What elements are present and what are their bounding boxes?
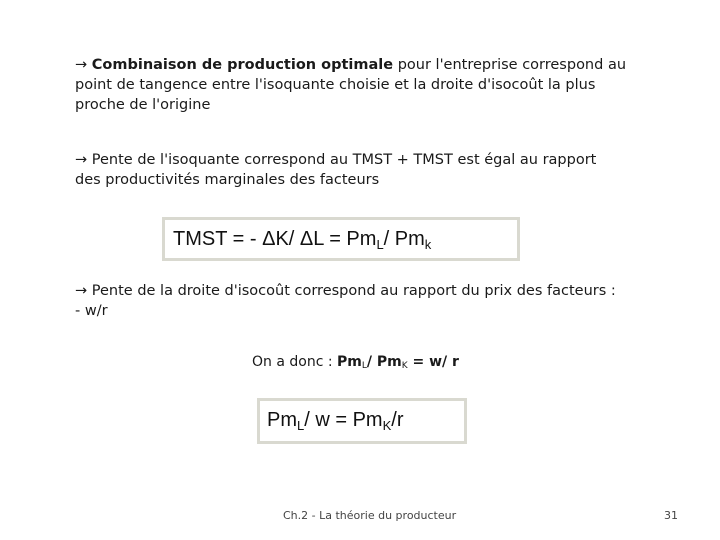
p1-line1-rest: pour l'entreprise correspond au: [393, 57, 627, 73]
formula2-b: / w = Pm: [304, 409, 383, 431]
formula-tmst-box: [162, 217, 520, 261]
donc-sub-l: L: [361, 361, 367, 371]
p2-line1-text: Pente de l'isoquante correspond au TMST + TMST est égal au rapport: [87, 152, 597, 168]
p1-line2: point de tangence entre l'isoquante choisie et la droite d'isocoût la plus: [75, 77, 596, 93]
donc-sub-k: K: [401, 361, 408, 371]
arrow-right-icon: →: [75, 283, 88, 299]
p1-line1: [75, 55, 635, 75]
p1-line3: proche de l'origine: [75, 97, 211, 113]
paragraph-isoquant-slope: [75, 150, 635, 190]
formula-tmst-sub-k: k: [424, 237, 432, 252]
p1-bold-term: Combinaison de production optimale: [91, 57, 394, 73]
formula-equilibrium: [267, 409, 403, 432]
arrow-right-icon: →: [75, 57, 88, 73]
formula-tmst-mid: / Pm: [383, 228, 425, 250]
p2-line1: [75, 150, 635, 170]
formula2-sub-k: K: [382, 418, 392, 433]
formula-tmst: [173, 228, 431, 251]
formula-tmst-sub-l: L: [376, 237, 384, 252]
p3-line2: - w/r: [75, 303, 108, 319]
conclusion-line: [252, 354, 459, 370]
donc-prefix: On a donc :: [252, 354, 338, 370]
p2-line2: des productivités marginales des facteurs: [75, 172, 380, 188]
p3-line1: [75, 281, 635, 301]
footer-chapter: Ch.2 - La théorie du producteur: [283, 509, 457, 522]
donc-slash: / Pm: [366, 354, 402, 370]
paragraph-optimal-combination: [75, 55, 635, 115]
page-number: 31: [664, 509, 678, 522]
donc-suffix: = w/ r: [407, 354, 459, 370]
formula-tmst-main: TMST = - ΔK/ ΔL = Pm: [173, 228, 377, 250]
paragraph-isocost-slope: [75, 281, 635, 321]
formula2-a: Pm: [267, 409, 297, 431]
formula-equilibrium-box: [257, 398, 467, 444]
p3-line1-text: Pente de la droite d'isocoût correspond au rapport du prix des facteurs :: [87, 283, 616, 299]
formula2-sub-l: L: [297, 418, 305, 433]
formula2-c: /r: [391, 409, 404, 431]
arrow-right-icon: →: [75, 152, 88, 168]
donc-pm1: Pm: [337, 354, 362, 370]
